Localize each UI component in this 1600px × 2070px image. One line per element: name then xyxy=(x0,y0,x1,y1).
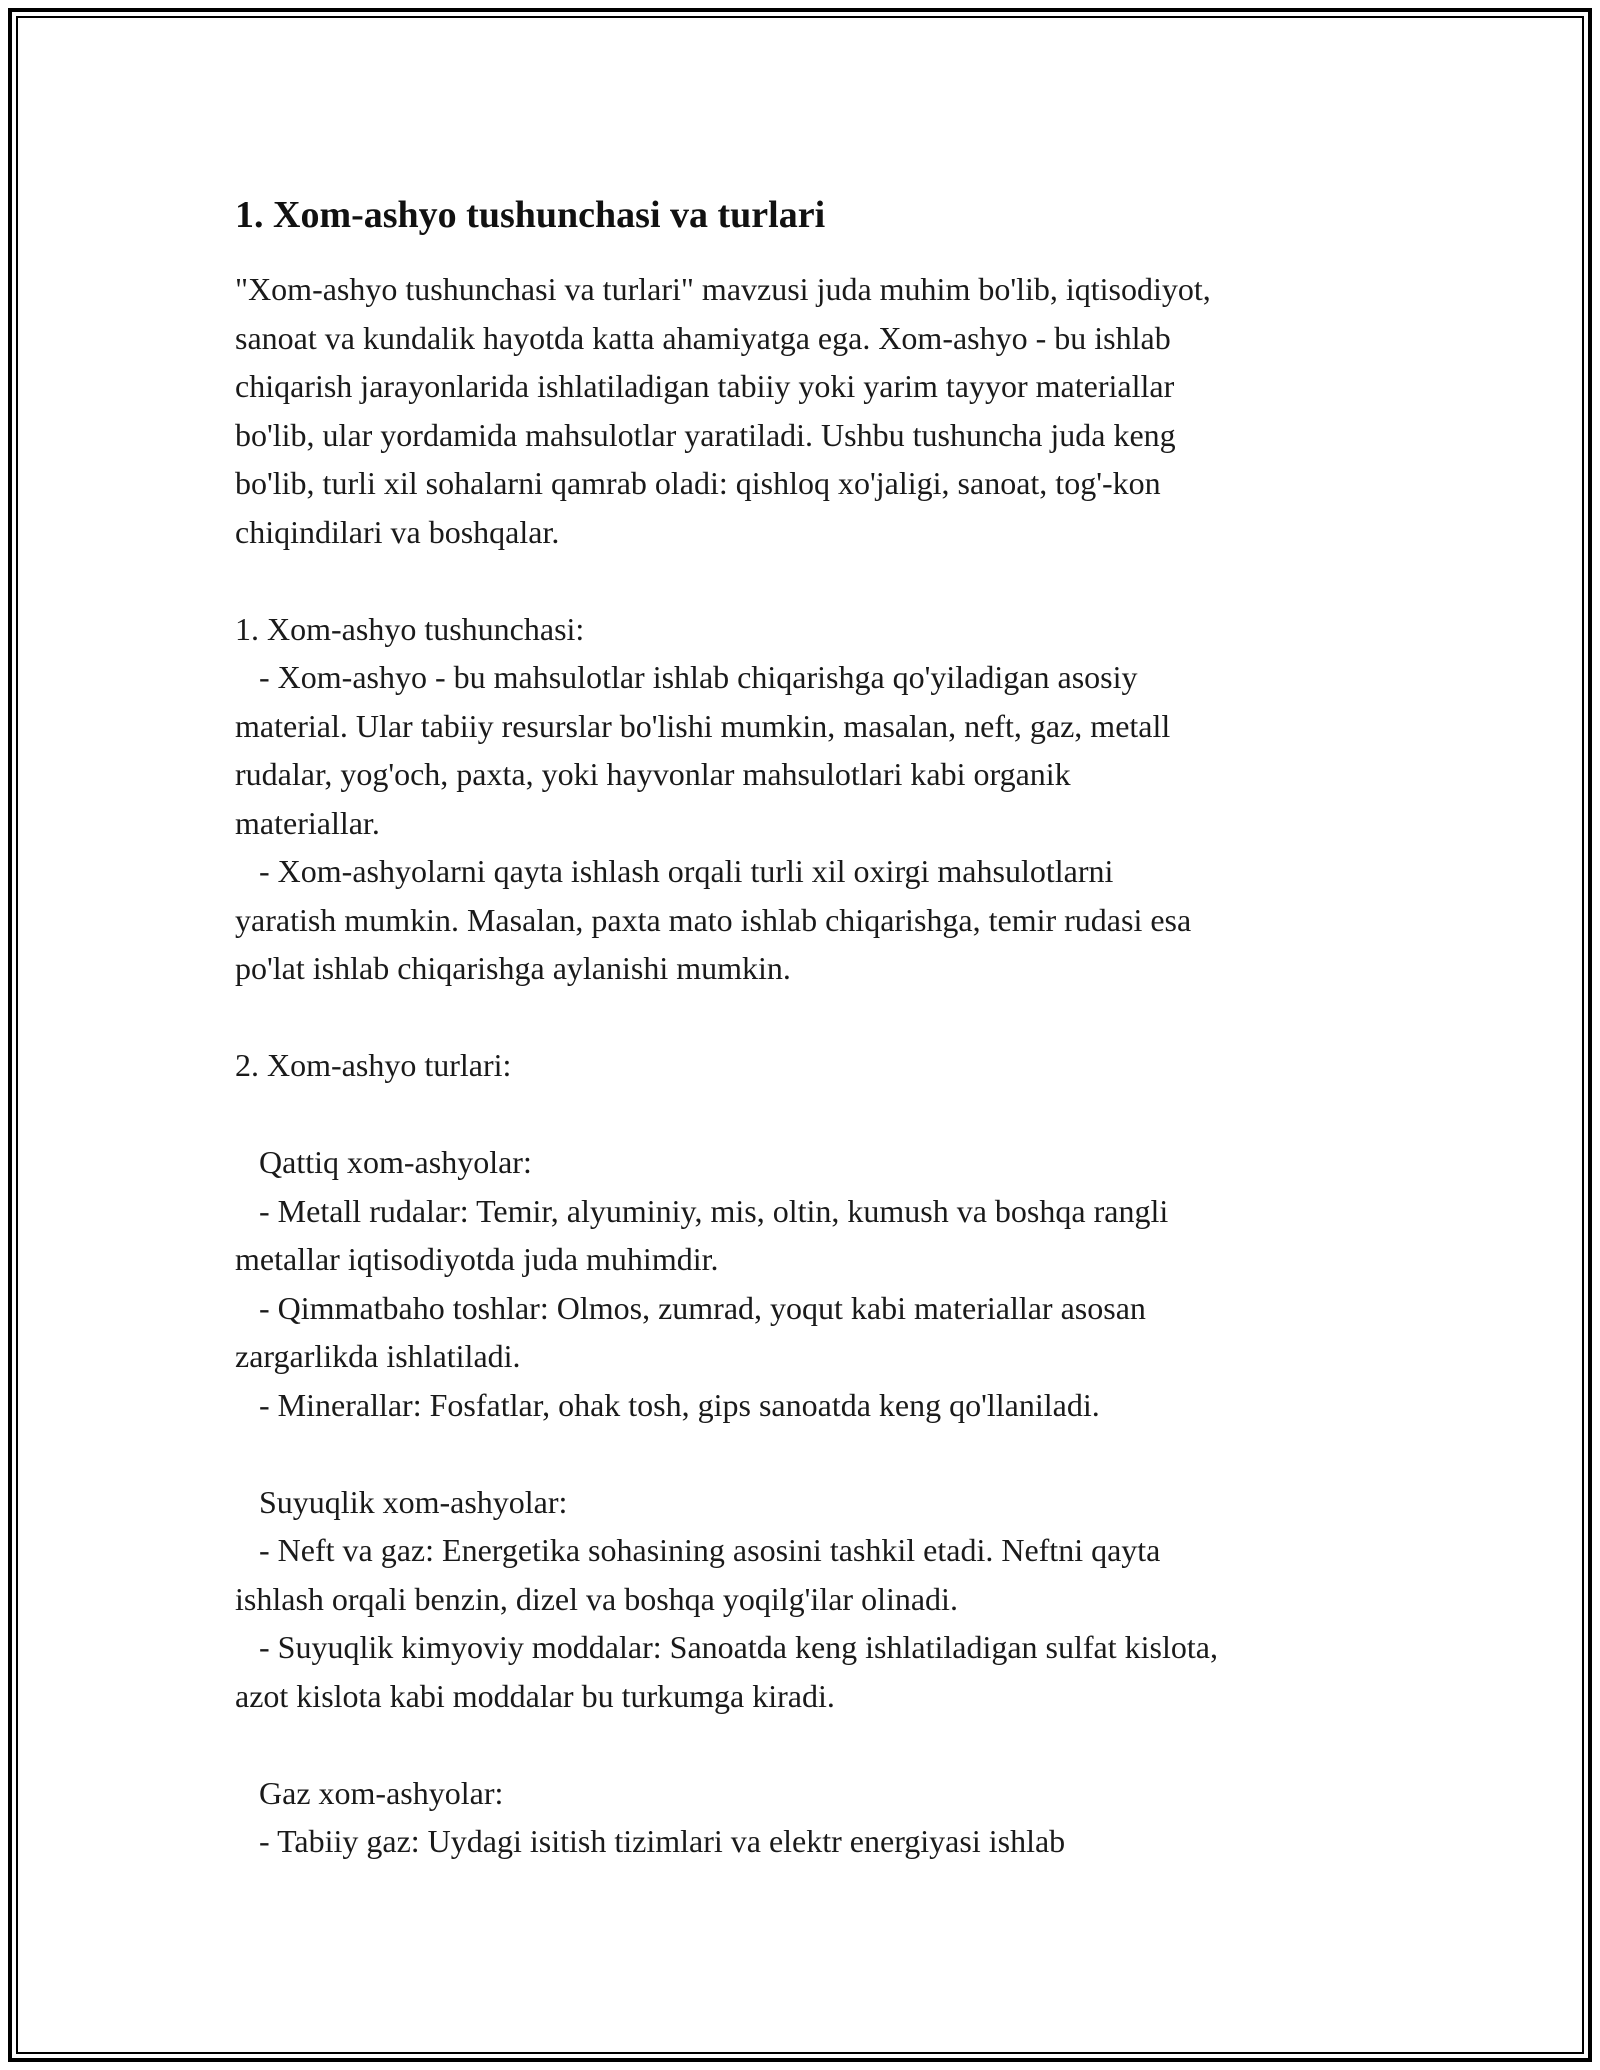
document-content xyxy=(235,185,1405,1866)
section-body-text: "Xom-ashyo tushunchasi va turlari" mavzusi juda muhim bo'lib, iqtisodiyot, sanoat va kundalik hayotda katta ahamiyatga ega. Xom-ashyo - bu ishlab chiqarish jarayonlarida ishlatiladigan tabiiy yoki yarim tayyor materiallar bo'lib, ular yordamida mahsulotlar yaratiladi. Ushbu tushuncha juda keng bo'lib, turli xil sohalarni qamrab oladi: qishloq xo'jaligi, sanoat, tog'-kon chiqindilari va boshqalar. 1. Xom-ashyo tushunchasi: - Xom-ashyo - bu mahsulotlar ishlab chiqarishga qo'yiladigan asosiy material. Ular tabiiy resurslar bo'lishi mumkin, masalan, neft, gaz, metall rudalar, yog'och, paxta, yoki hayvonlar mahsulotlari kabi organik materiallar. - Xom-ashyolarni qayta ishlash orqali turli xil oxirgi mahsulotlarni yaratish mumkin. Masalan, paxta mato ishlab chiqarishga, temir rudasi esa po'lat ishlab chiqarishga aylanishi mumkin. 2. Xom-ashyo turlari: Qattiq xom-ashyolar: - Metall rudalar: Temir, alyuminiy, mis, oltin, kumush va boshqa rangli metallar iqtisodiyotda juda muhimdir. - Qimmatbaho toshlar: Olmos, zumrad, yoqut kabi materiallar asosan zargarlikda ishlatiladi. - Minerallar: Fosfatlar, ohak tosh, gips sanoatda keng qo'llaniladi. Suyuqlik xom-ashyolar: - Neft va gaz: Energetika sohasining asosini tashkil etadi. Neftni qayta ishlash orqali benzin, dizel va boshqa yoqilg'ilar olinadi. - Suyuqlik kimyoviy moddalar: Sanoatda keng ishlatiladigan sulfat kislota, azot kislota kabi moddalar bu turkumga kiradi. Gaz xom-ashyolar: - Tabiiy gaz: Uydagi isitish tizimlari va elektr energiyasi ishlab xyxy=(235,271,1218,1859)
section-heading: 1. Xom-ashyo tushunchasi va turlari xyxy=(235,194,826,236)
